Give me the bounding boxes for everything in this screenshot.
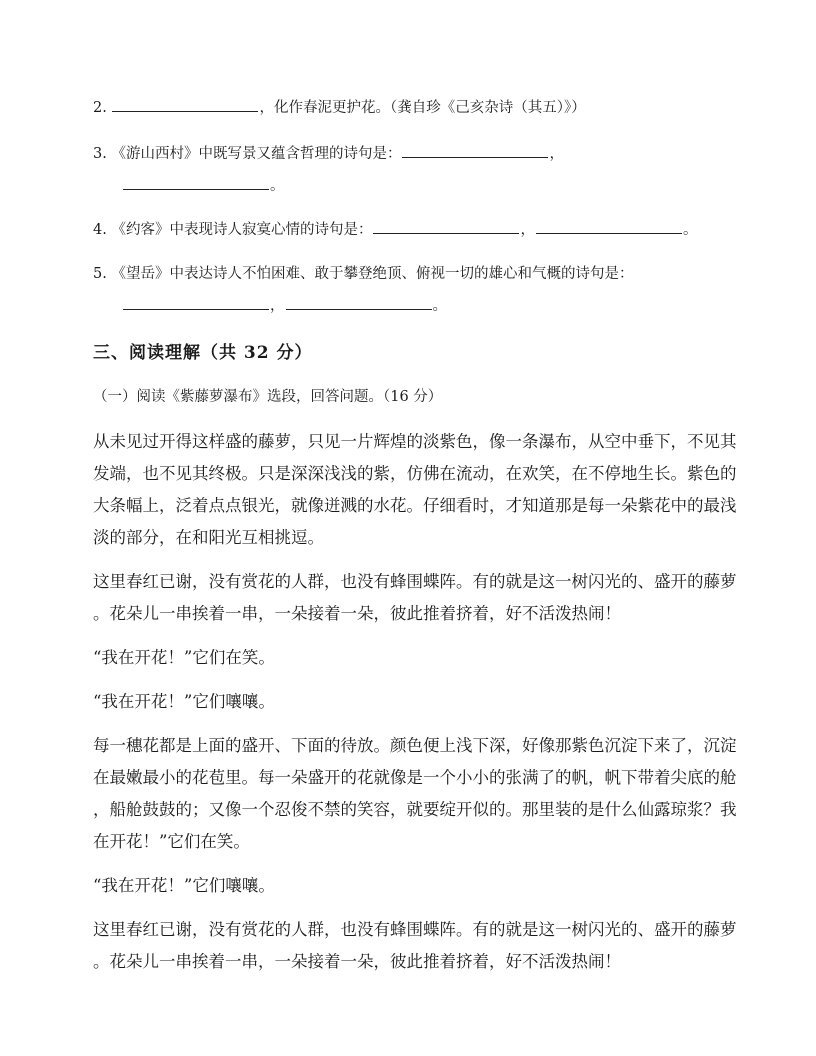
punctuation-comma: ， (270, 298, 285, 314)
answer-blank[interactable] (402, 142, 548, 158)
punctuation-comma: ， (549, 146, 564, 162)
question-5-continuation (122, 294, 447, 315)
passage-line: 淡的部分，在和阳光互相挑逗。 (93, 528, 324, 547)
punctuation-period: 。 (270, 178, 285, 194)
passage-line: ，船舱鼓鼓的；又像一个忍俊不禁的笑容，就要绽开似的。那里装的是什么仙露琼浆？我 (93, 800, 737, 819)
punctuation-comma: ， (520, 222, 535, 238)
answer-blank[interactable] (123, 174, 269, 190)
passage-line: 每一穗花都是上面的盛开、下面的待放。颜色便上浅下深，好像那紫色沉淀下来了，沉淀 (93, 736, 737, 755)
punctuation-period: 。 (682, 222, 698, 238)
question-number: 2. (93, 100, 107, 116)
passage-line: 在开花！”它们在笑。 (93, 832, 250, 851)
passage-line: 这里春红已谢，没有赏花的人群，也没有蜂围蝶阵。有的就是这一树闪光的、盛开的藤萝 (93, 920, 737, 939)
passage-line: “我在开花！”它们在笑。 (93, 648, 275, 667)
passage-line: 。花朵儿一串挨着一串，一朵接着一朵，彼此推着挤着，好不活泼热闹！ (93, 952, 621, 971)
answer-blank[interactable] (123, 294, 269, 310)
question-5 (93, 262, 633, 283)
passage-line: 。花朵儿一串挨着一串，一朵接着一朵，彼此推着挤着，好不活泼热闹！ (93, 604, 621, 623)
answer-blank[interactable] (373, 218, 519, 234)
question-text: 4. 《约客》中表现诗人寂寞心情的诗句是： (93, 222, 373, 238)
question-4 (93, 218, 697, 239)
question-2 (93, 96, 586, 117)
passage-line: “我在开花！”它们嚷嚷。 (93, 692, 275, 711)
answer-blank[interactable] (536, 218, 682, 234)
question-3-continuation (122, 174, 285, 195)
question-text: 5. 《望岳》中表达诗人不怕困难、敢于攀登绝顶、俯视一切的雄心和气概的诗句是： (93, 266, 634, 282)
question-3 (93, 142, 564, 163)
punctuation-period: 。 (432, 298, 447, 314)
question-text: 3. 《游山西村》中既写景又蕴含哲理的诗句是： (93, 146, 402, 162)
passage-line: 在最嫩最小的花苞里。每一朵盛开的花就像是一个小小的张满了的帆，帆下带着尖底的舱 (93, 768, 737, 787)
answer-blank[interactable] (286, 294, 432, 310)
question-text: ，化作春泥更护花。（龚自珍《己亥杂诗（其五）》） (259, 100, 586, 116)
passage-line: 这里春红已谢，没有赏花的人群，也没有蜂围蝶阵。有的就是这一树闪光的、盛开的藤萝 (93, 572, 737, 591)
answer-blank[interactable] (112, 96, 258, 112)
passage-line: “我在开花！”它们嚷嚷。 (93, 876, 275, 895)
passage-line: 从未见过开得这样盛的藤萝，只见一片辉煌的淡紫色，像一条瀑布，从空中垂下，不见其 (93, 432, 737, 451)
passage-line: 大条幅上，泛着点点银光，就像迸溅的水花。仔细看时，才知道那是每一朵紫花中的最浅 (93, 496, 737, 515)
section-heading: 三、阅读理解（共 32 分） (93, 343, 313, 363)
passage-line: 发端，也不见其终极。只是深深浅浅的紫，仿佛在流动，在欢笑，在不停地生长。紫色的 (93, 464, 737, 483)
section-subheading: （一）阅读《紫藤萝瀑布》选段，回答问题。（16 分） (93, 389, 443, 405)
